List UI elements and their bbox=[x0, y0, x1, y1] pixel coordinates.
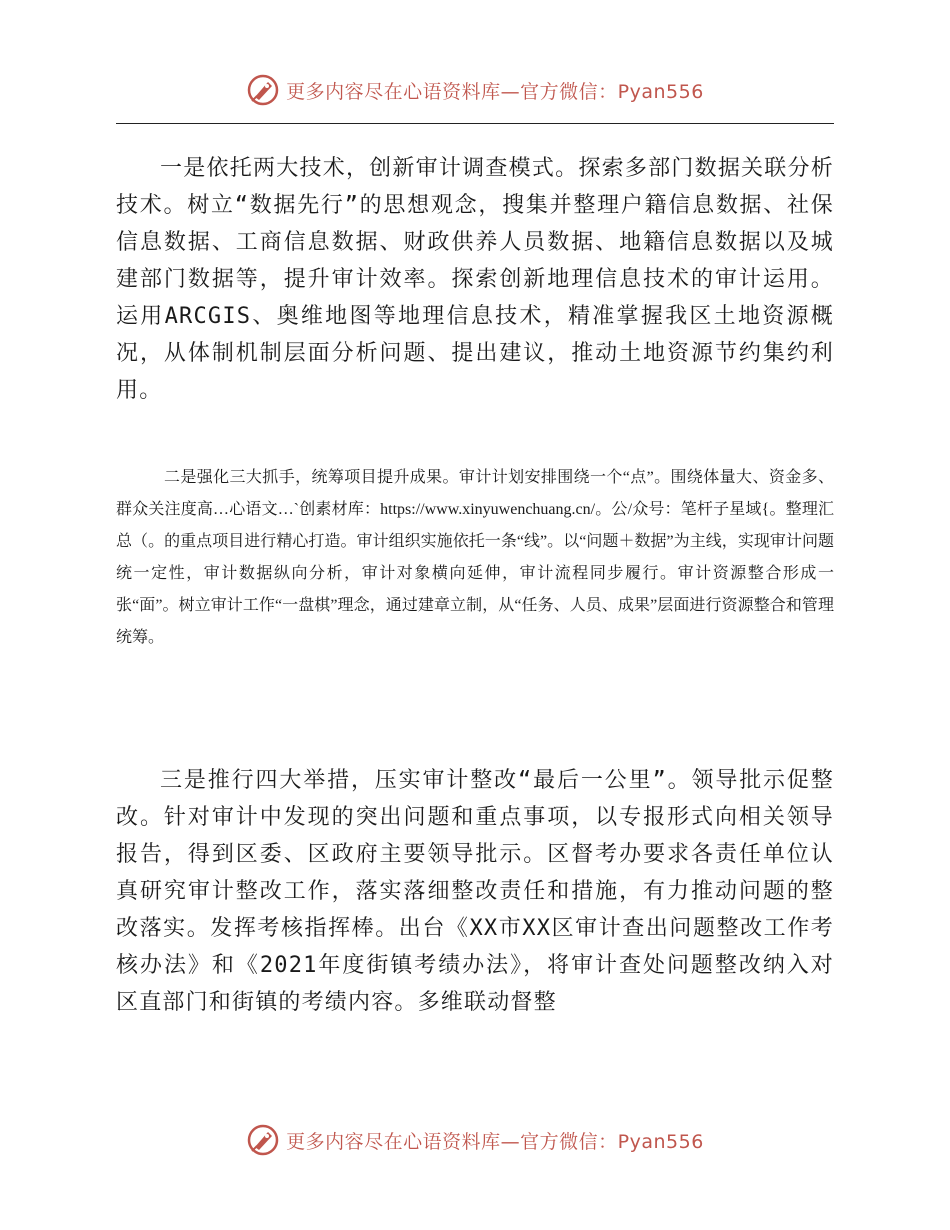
header-banner-text: 更多内容尽在心语资料库—官方微信：Pyan556 bbox=[286, 80, 704, 103]
header-banner bbox=[0, 70, 950, 110]
pen-nib-logo-icon bbox=[246, 73, 280, 107]
footer-banner-text: 更多内容尽在心语资料库—官方微信：Pyan556 bbox=[286, 1130, 704, 1153]
header-divider bbox=[116, 123, 834, 124]
paragraph-1: 一是依托两大技术，创新审计调查模式。探索多部门数据关联分析技术。树立“数据先行”的思想观念，搜集并整理户籍信息数据、社保信息数据、工商信息数据、财政供养人员数据、地籍信息数据以及城建部门数据等，提升审计效率。探索创新地理信息技术的审计运用。运用ARCGIS、奥维地图等地理信息技术，精准掌握我区土地资源概况，从体制机制层面分析问题、提出建议，推动土地资源节约集约利用。 bbox=[116, 156, 834, 403]
paragraph-2: 二是强化三大抓手，统筹项目提升成果。审计计划安排围绕一个“点”。围绕体量大、资金多、群众关注度高…心语文…`创素材库：https://www.xinyuwenchuang.cn/。公/众号：笔杆子星域{。整理汇总（。的重点项目进行精心打造。审计组织实施依托一条“线”。以“问题＋数据”为主线，实现审计问题统一定性，审计数据纵向分析，审计对象横向延伸，审计流程同步履行。审计资源整合形成一张“面”。树立审计工作“一盘棋”理念，通过建章立制，从“任务、人员、成果”层面进行资源整合和管理统筹。 bbox=[116, 469, 834, 646]
footer-banner bbox=[0, 1120, 950, 1160]
pen-nib-logo-icon bbox=[246, 1123, 280, 1157]
paragraph-3: 三是推行四大举措，压实审计整改“最后一公里”。领导批示促整改。针对审计中发现的突出问题和重点事项，以专报形式向相关领导报告，得到区委、区政府主要领导批示。区督考办要求各责任单位认真研究审计整改工作，落实落细整改责任和措施，有力推动问题的整改落实。发挥考核指挥棒。出台《XX市XX区审计查出问题整改工作考核办法》和《2021年度街镇考绩办法》，将审计查处问题整改纳入对区直部门和街镇的考绩内容。多维联动督整 bbox=[116, 768, 834, 1015]
